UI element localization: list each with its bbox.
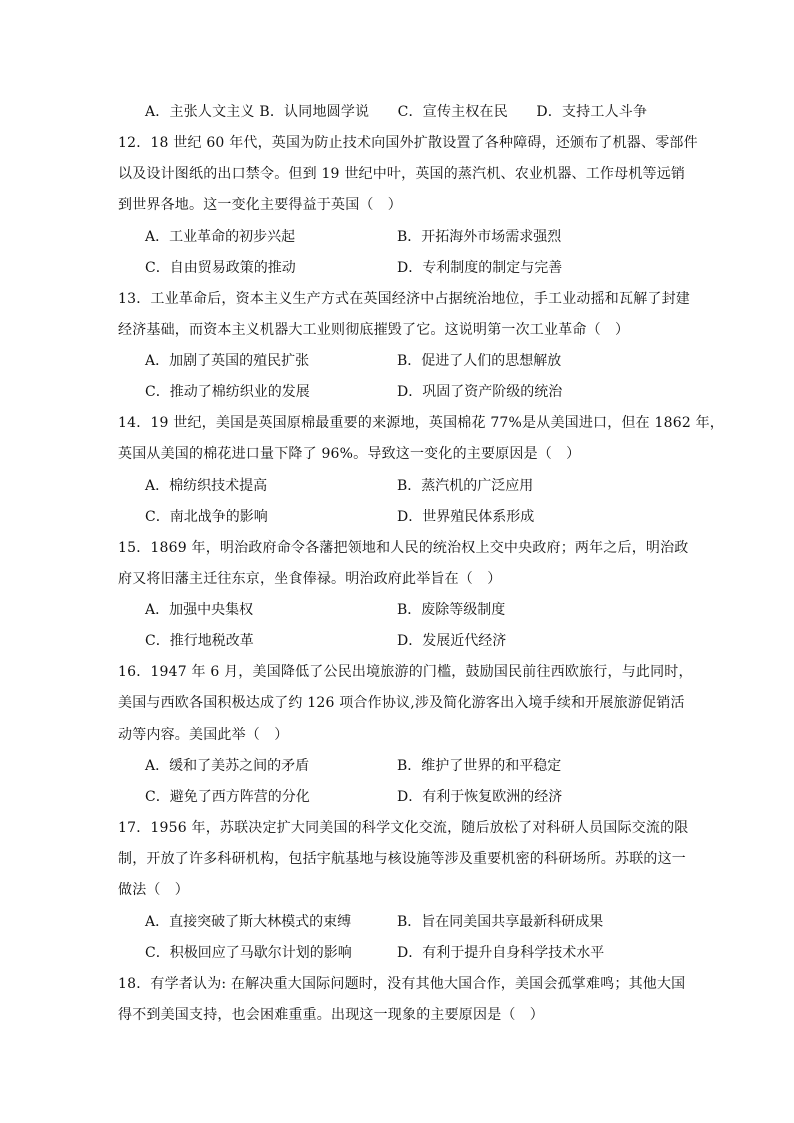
q12-stem-line-3: 到世界各地。这一变化主要得益于英国（ ） [118, 197, 402, 213]
q12-option-a[interactable]: A．工业革命的初步兴起 [145, 229, 296, 245]
q14-option-c[interactable]: C．南北战争的影响 [145, 509, 268, 525]
q14-option-a[interactable]: A．棉纺织技术提高 [145, 478, 268, 494]
q16-option-c[interactable]: C．避免了西方阵营的分化 [145, 789, 310, 805]
q16-option-d[interactable]: D．有利于恢复欧洲的经济 [397, 789, 563, 805]
q17-option-b[interactable]: B．旨在同美国共享最新科研成果 [397, 914, 604, 930]
q12-option-d[interactable]: D．专利制度的制定与完善 [397, 260, 563, 276]
q16-stem-line-3: 动等内容。美国此举（ ） [118, 727, 289, 743]
q16-option-b[interactable]: B．维护了世界的和平稳定 [397, 758, 562, 774]
q15-option-b[interactable]: B．废除等级制度 [397, 602, 506, 618]
q13-option-c[interactable]: C．推动了棉纺织业的发展 [145, 384, 310, 400]
q18-stem-line-1: 18．有学者认为: 在解决重大国际问题时，没有其他大国合作，美国会孤掌难鸣；其他大国 [118, 976, 686, 992]
q17-option-d[interactable]: D．有利于提升自身科学技术水平 [397, 945, 605, 961]
q17-stem-line-1: 17．1956 年，苏联决定扩大同美国的科学文化交流，随后放松了对科研人员国际交流的限 [118, 820, 689, 836]
q18-stem-line-2: 得不到美国支持，也会困难重重。出现这一现象的主要原因是（ ） [118, 1007, 544, 1023]
q12-option-c[interactable]: C．自由贸易政策的推动 [145, 260, 296, 276]
q13-option-b[interactable]: B．促进了人们的思想解放 [397, 353, 562, 369]
q15-option-d[interactable]: D．发展近代经济 [397, 633, 507, 649]
q12-stem-line-2: 以及设计图纸的出口禁令。但到 19 世纪中叶，英国的蒸汽机、农业机器、工作母机等远销 [118, 166, 686, 182]
q17-stem-line-2: 制，开放了许多科研机构，包括宇航基地与核设施等涉及重要机密的科研场所。苏联的这一 [118, 851, 686, 867]
q14-option-b[interactable]: B．蒸汽机的广泛应用 [397, 478, 534, 494]
q15-stem-line-2: 府又将旧藩主迁往东京，坐食俸禄。明治政府此举旨在（ ） [118, 571, 502, 587]
q15-option-a[interactable]: A．加强中央集权 [145, 602, 254, 618]
q12-option-b[interactable]: B．开拓海外市场需求强烈 [397, 229, 562, 245]
q12-stem-line-1: 12．18 世纪 60 年代，英国为防止技术向国外扩散设置了各种障碍，还颁布了机器、零部件 [118, 135, 698, 151]
q16-option-a[interactable]: A．缓和了美苏之间的矛盾 [145, 758, 310, 774]
q15-option-c[interactable]: C．推行地税改革 [145, 633, 254, 649]
q14-option-d[interactable]: D．世界殖民体系形成 [397, 509, 535, 525]
q17-option-a[interactable]: A．直接突破了斯大林模式的束缚 [145, 914, 352, 930]
q13-stem-line-1: 13．工业革命后，资本主义生产方式在英国经济中占据统治地位，手工业动摇和瓦解了封建 [118, 291, 691, 307]
q13-stem-line-2: 经济基础，而资本主义机器大工业则彻底摧毁了它。这说明第一次工业革命（ ） [118, 322, 630, 338]
q17-stem-line-3: 做法（ ） [118, 882, 189, 898]
q13-option-d[interactable]: D．巩固了资产阶级的统治 [397, 384, 563, 400]
q15-stem-line-1: 15．1869 年，明治政府命令各藩把领地和人民的统治权上交中央政府；两年之后，明治政 [118, 540, 689, 556]
q16-stem-line-2: 美国与西欧各国积极达成了约 126 项合作协议,涉及简化游客出入境手续和开展旅游促销活 [118, 695, 685, 711]
q17-option-c[interactable]: C．积极回应了马歇尔计划的影响 [145, 945, 352, 961]
q13-option-a[interactable]: A．加剧了英国的殖民扩张 [145, 353, 310, 369]
q14-stem-line-2: 英国从美国的棉花进口量下降了 96%。导致这一变化的主要原因是（ ） [118, 446, 581, 462]
q14-stem-line-1: 14．19 世纪，美国是英国原棉最重要的来源地，英国棉花 77%是从美国进口，但在 1862 年， [118, 415, 724, 431]
q11-options: A．主张人文主义 B．认同地圆学说 C．宣传主权在民 D．支持工人斗争 [145, 104, 648, 120]
q16-stem-line-1: 16．1947 年 6 月，美国降低了公民出境旅游的门槛，鼓励国民前往西欧旅行，与此同时， [118, 664, 693, 680]
